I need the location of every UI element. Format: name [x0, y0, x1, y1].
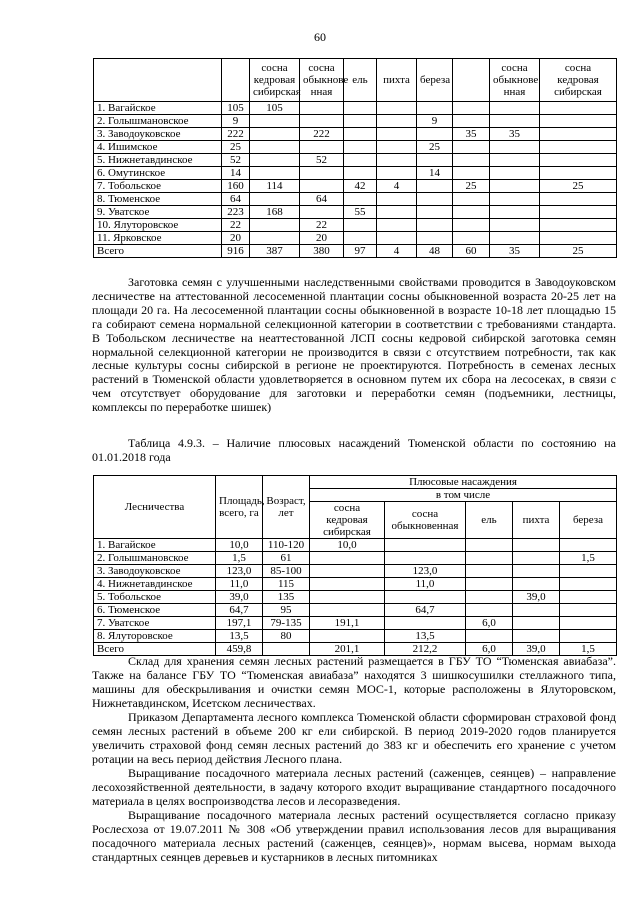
- table-row: [94, 578, 617, 591]
- row-label: 8. Тюменское: [94, 193, 222, 206]
- table-cell: [490, 154, 540, 167]
- table-cell: [540, 128, 617, 141]
- table-cell: [417, 128, 453, 141]
- table-cell: 52: [222, 154, 250, 167]
- table-cell: [560, 617, 617, 630]
- table-cell: 223: [222, 206, 250, 219]
- table-cell: 55: [344, 206, 377, 219]
- plus-stands-table: [93, 475, 617, 656]
- table-cell: 123,0: [385, 565, 466, 578]
- row-label: 4. Ишимское: [94, 141, 222, 154]
- table-cell: 11,0: [385, 578, 466, 591]
- table-cell: [344, 128, 377, 141]
- table-cell: [344, 154, 377, 167]
- table-cell: [417, 193, 453, 206]
- row-label: 1. Вагайское: [94, 102, 222, 115]
- table-cell: [560, 565, 617, 578]
- species-header: береза: [560, 502, 617, 539]
- table-cell: 135: [263, 591, 310, 604]
- table-cell: [344, 232, 377, 245]
- table-row: [94, 539, 617, 552]
- table-row: [94, 552, 617, 565]
- header-cell: сосна кедровая сибирская: [250, 59, 300, 102]
- table-cell: [250, 232, 300, 245]
- table-cell: [417, 180, 453, 193]
- table-row: [94, 617, 617, 630]
- table-cell: 39,0: [216, 591, 263, 604]
- table-cell: [466, 630, 513, 643]
- table-cell: [250, 154, 300, 167]
- table-cell: 64: [300, 193, 344, 206]
- table-row: [94, 591, 617, 604]
- table-cell: 105: [250, 102, 300, 115]
- table-cell: [466, 604, 513, 617]
- table-cell: [377, 167, 417, 180]
- table-cell: 168: [250, 206, 300, 219]
- table-cell: [490, 167, 540, 180]
- table-cell: 222: [300, 128, 344, 141]
- table-cell: 14: [417, 167, 453, 180]
- table-cell: [540, 102, 617, 115]
- table-cell: [453, 141, 490, 154]
- table-row: [94, 245, 617, 258]
- table-cell: 25: [417, 141, 453, 154]
- table-cell: 25: [222, 141, 250, 154]
- table-cell: 10,0: [216, 539, 263, 552]
- table-cell: [466, 578, 513, 591]
- header-cell: пихта: [377, 59, 417, 102]
- table-cell: 35: [490, 128, 540, 141]
- table-cell: [490, 102, 540, 115]
- table-cell: [377, 154, 417, 167]
- table-cell: [417, 219, 453, 232]
- col-area: Площадь, всего, га: [216, 476, 263, 539]
- table-cell: [310, 591, 385, 604]
- header-cell: [94, 59, 222, 102]
- table-cell: 64: [222, 193, 250, 206]
- table-cell: 14: [222, 167, 250, 180]
- header-cell: сосна обыкнове нная: [490, 59, 540, 102]
- table-cell: 1,5: [216, 552, 263, 565]
- table-cell: 6,0: [466, 643, 513, 656]
- table-cell: 39,0: [513, 643, 560, 656]
- table-cell: [466, 552, 513, 565]
- table-cell: [300, 141, 344, 154]
- table-cell: [377, 206, 417, 219]
- table-cell: [385, 617, 466, 630]
- table-cell: 20: [222, 232, 250, 245]
- col-age: Возраст, лет: [263, 476, 310, 539]
- table-cell: [300, 115, 344, 128]
- header-cell: береза: [417, 59, 453, 102]
- table-cell: [540, 167, 617, 180]
- table-cell: [417, 102, 453, 115]
- table-cell: [344, 141, 377, 154]
- table-row: [94, 115, 617, 128]
- table-cell: [310, 565, 385, 578]
- table-cell: 9: [417, 115, 453, 128]
- table-cell: [453, 193, 490, 206]
- table-cell: 80: [263, 630, 310, 643]
- table-cell: [513, 630, 560, 643]
- table-cell: [490, 141, 540, 154]
- table-cell: [490, 232, 540, 245]
- table-row: [94, 206, 617, 219]
- row-label: 7. Тобольское: [94, 180, 222, 193]
- table-header-row: [94, 59, 617, 102]
- table-cell: [540, 115, 617, 128]
- table-cell: [250, 167, 300, 180]
- table-row: [94, 154, 617, 167]
- table-cell: 60: [453, 245, 490, 258]
- table-cell: [377, 232, 417, 245]
- table-cell: 115: [263, 578, 310, 591]
- species-header: сосна кедровая сибирская: [310, 502, 385, 539]
- header-cell: [453, 59, 490, 102]
- table-cell: [250, 128, 300, 141]
- col-forestry: Лесничества: [94, 476, 216, 539]
- table-cell: [513, 617, 560, 630]
- row-label: 3. Заводоуковское: [94, 128, 222, 141]
- row-label: 6. Тюменское: [94, 604, 216, 617]
- row-label: 11. Ярковское: [94, 232, 222, 245]
- table-cell: 1,5: [560, 643, 617, 656]
- table-cell: [377, 102, 417, 115]
- table-cell: 61: [263, 552, 310, 565]
- table-cell: [540, 232, 617, 245]
- table-cell: 222: [222, 128, 250, 141]
- group-header: Плюсовые насаждения: [310, 476, 617, 489]
- table-cell: 35: [490, 245, 540, 258]
- table-cell: [377, 219, 417, 232]
- header-cell: сосна кедровая сибирская: [540, 59, 617, 102]
- table-cell: [540, 206, 617, 219]
- table-cell: 197,1: [216, 617, 263, 630]
- table-cell: [453, 102, 490, 115]
- header-cell: [222, 59, 250, 102]
- table-cell: [466, 565, 513, 578]
- table-cell: 4: [377, 180, 417, 193]
- table-cell: [453, 115, 490, 128]
- row-label: 1. Вагайское: [94, 539, 216, 552]
- table-cell: [300, 167, 344, 180]
- paragraph-seedlings: Выращивание посадочного материала лесных растений (саженцев, сеянцев) – направление лесохозяйственной деятельности, в задачу которого входит выращивание стандартного посадочного материала в целях воспроизводства лесов и лесоразведения.: [92, 766, 616, 808]
- table-row: [94, 180, 617, 193]
- table-cell: [310, 552, 385, 565]
- species-header: ель: [466, 502, 513, 539]
- table-cell: 380: [300, 245, 344, 258]
- row-label: 8. Ялуторовское: [94, 630, 216, 643]
- table-cell: [377, 141, 417, 154]
- table-cell: [513, 578, 560, 591]
- table-cell: 25: [453, 180, 490, 193]
- table-cell: [490, 219, 540, 232]
- row-label: 2. Голышмановское: [94, 115, 222, 128]
- table-cell: [453, 154, 490, 167]
- table-cell: [513, 604, 560, 617]
- table-cell: 123,0: [216, 565, 263, 578]
- table-row: [94, 167, 617, 180]
- table-cell: [417, 154, 453, 167]
- row-label: Всего: [94, 643, 216, 656]
- table-cell: [250, 193, 300, 206]
- table-cell: 10,0: [310, 539, 385, 552]
- table-cell: 64,7: [216, 604, 263, 617]
- table-cell: [540, 141, 617, 154]
- table-cell: [250, 219, 300, 232]
- table-cell: [490, 115, 540, 128]
- subgroup-header: в том числе: [310, 489, 617, 502]
- row-label: 10. Ялуторовское: [94, 219, 222, 232]
- table-cell: [453, 219, 490, 232]
- table-cell: 20: [300, 232, 344, 245]
- table-cell: 387: [250, 245, 300, 258]
- table-cell: 39,0: [513, 591, 560, 604]
- table-cell: 35: [453, 128, 490, 141]
- seed-harvest-table: [93, 58, 617, 258]
- table-cell: [466, 539, 513, 552]
- table-cell: [385, 591, 466, 604]
- table-cell: [377, 128, 417, 141]
- table-cell: [300, 206, 344, 219]
- row-label: 3. Заводоуковское: [94, 565, 216, 578]
- table-cell: [513, 565, 560, 578]
- row-label: 5. Тобольское: [94, 591, 216, 604]
- table-row: [94, 141, 617, 154]
- table-cell: [466, 591, 513, 604]
- table-row: [94, 565, 617, 578]
- table-cell: 97: [344, 245, 377, 258]
- row-label: 5. Нижнетавдинское: [94, 154, 222, 167]
- table-cell: [490, 180, 540, 193]
- table-cell: [344, 115, 377, 128]
- table-cell: 25: [540, 245, 617, 258]
- row-label: 7. Уватское: [94, 617, 216, 630]
- table-cell: [344, 102, 377, 115]
- table-cell: 13,5: [216, 630, 263, 643]
- table-cell: [300, 102, 344, 115]
- table-cell: [344, 219, 377, 232]
- table-cell: 105: [222, 102, 250, 115]
- table-cell: 160: [222, 180, 250, 193]
- table-cell: [560, 591, 617, 604]
- table-cell: [560, 604, 617, 617]
- table-cell: 48: [417, 245, 453, 258]
- table-cell: 191,1: [310, 617, 385, 630]
- table-row: [94, 630, 617, 643]
- row-label: Всего: [94, 245, 222, 258]
- table-cell: [560, 630, 617, 643]
- table-cell: [310, 604, 385, 617]
- table-cell: [300, 180, 344, 193]
- table-cell: [540, 154, 617, 167]
- paragraph-seed-harvest: Заготовка семян с улучшенными наследственными свойствами проводится в Заводоуковском лесничестве на аттестованной лесосеменной плантации сосны обыкновенной возраста 20-25 лет на площади 20 га. На лесосеменной плантации сосны обыкновенной в возрасте 10-18 лет площадью 15 га собирают семена нормальной селекционной категории в соответствии с требованиями стандарта. В Тобольском лесничестве на неаттестованной ЛСП сосны кедровой сибирской заготовка семян нормальной селекционной категории не производится в связи с отсутствием потребности, так как лесные культуры сосны сибирской в регионе не проектируются. Потребность в семенах лесных растений в Тюменской области удовлетворяется в основном путем их сбора на лесосеках, в связи с чем отсутствует оборудование для заготовки и переработки семян (подъемники, лестницы, комплексы по переработке шишек): [92, 275, 616, 415]
- table-cell: [417, 206, 453, 219]
- table-cell: [377, 193, 417, 206]
- header-cell: ель: [344, 59, 377, 102]
- table-cell: 52: [300, 154, 344, 167]
- table-cell: [377, 115, 417, 128]
- row-label: 4. Нижнетавдинское: [94, 578, 216, 591]
- row-label: 9. Уватское: [94, 206, 222, 219]
- table-cell: 22: [300, 219, 344, 232]
- table-cell: [310, 630, 385, 643]
- table-row: [94, 193, 617, 206]
- table-row: [94, 219, 617, 232]
- table-cell: 201,1: [310, 643, 385, 656]
- table-cell: [540, 219, 617, 232]
- header-cell: сосна обыкнове нная: [300, 59, 344, 102]
- table-cell: [513, 552, 560, 565]
- table-cell: 64,7: [385, 604, 466, 617]
- table-cell: [250, 141, 300, 154]
- table-cell: [417, 232, 453, 245]
- table-cell: [513, 539, 560, 552]
- table-cell: [250, 115, 300, 128]
- table-cell: 11,0: [216, 578, 263, 591]
- table-cell: 85-100: [263, 565, 310, 578]
- table-cell: 22: [222, 219, 250, 232]
- paragraph-storage: Склад для хранения семян лесных растений размещается в ГБУ ТО “Тюменская авиабаза”. Также на балансе ГБУ ТО “Тюменская авиабаза” находятся 3 шишкосушилки стеллажного типа, машины для обескрыливания и очистки семян МОС-1, которые расположены в Ялуторовском, Нижнетавдинском, Исетском лесничествах.: [92, 654, 616, 710]
- table-cell: [453, 232, 490, 245]
- table-cell: 459,8: [216, 643, 263, 656]
- table-cell: [344, 167, 377, 180]
- table-cell: 110-120: [263, 539, 310, 552]
- table-cell: [310, 578, 385, 591]
- table-row: [94, 232, 617, 245]
- table-cell: [344, 193, 377, 206]
- table-cell: 13,5: [385, 630, 466, 643]
- row-label: 2. Голышмановское: [94, 552, 216, 565]
- table-cell: [560, 578, 617, 591]
- table-row: [94, 128, 617, 141]
- table-cell: 916: [222, 245, 250, 258]
- table-row: [94, 102, 617, 115]
- table-cell: 9: [222, 115, 250, 128]
- table-cell: [540, 193, 617, 206]
- table2-caption: Таблица 4.9.3. – Наличие плюсовых насаждений Тюменской области по состоянию на 01.01.2018 года: [92, 436, 616, 464]
- paragraph-order: Выращивание посадочного материала лесных растений осуществляется согласно приказу Рослесхоза от 19.07.2011 № 308 «Об утверждении правил использования лесов для выращивания посадочного материала лесных растений (саженцев, сеянцев)», нормам высева, нормам выхода стандартных сеянцев деревьев и кустарников в лесных питомниках: [92, 808, 616, 864]
- table-cell: [560, 539, 617, 552]
- table-cell: 4: [377, 245, 417, 258]
- table-row: [94, 604, 617, 617]
- table-cell: [453, 206, 490, 219]
- table-cell: 114: [250, 180, 300, 193]
- table-cell: 95: [263, 604, 310, 617]
- table-cell: 1,5: [560, 552, 617, 565]
- page-number: 60: [314, 30, 326, 44]
- table-cell: 42: [344, 180, 377, 193]
- table-cell: 6,0: [466, 617, 513, 630]
- table-cell: 212,2: [385, 643, 466, 656]
- paragraph-insurance-fund: Приказом Департамента лесного комплекса Тюменской области сформирован страховой фонд семян лесных растений в объеме 200 кг ели сибирской. В период 2019-2020 годов планируется увеличить страховой фонд семян лесных растений до 383 кг и обеспечить его хранение с учетом ротации на весь период действия Лесного плана.: [92, 710, 616, 766]
- table-cell: 25: [540, 180, 617, 193]
- table-cell: [453, 167, 490, 180]
- table-cell: [490, 193, 540, 206]
- table-cell: [490, 206, 540, 219]
- table-cell: [385, 552, 466, 565]
- table-cell: [385, 539, 466, 552]
- species-header: пихта: [513, 502, 560, 539]
- row-label: 6. Омутинское: [94, 167, 222, 180]
- species-header: сосна обыкновенная: [385, 502, 466, 539]
- table-cell: 79-135: [263, 617, 310, 630]
